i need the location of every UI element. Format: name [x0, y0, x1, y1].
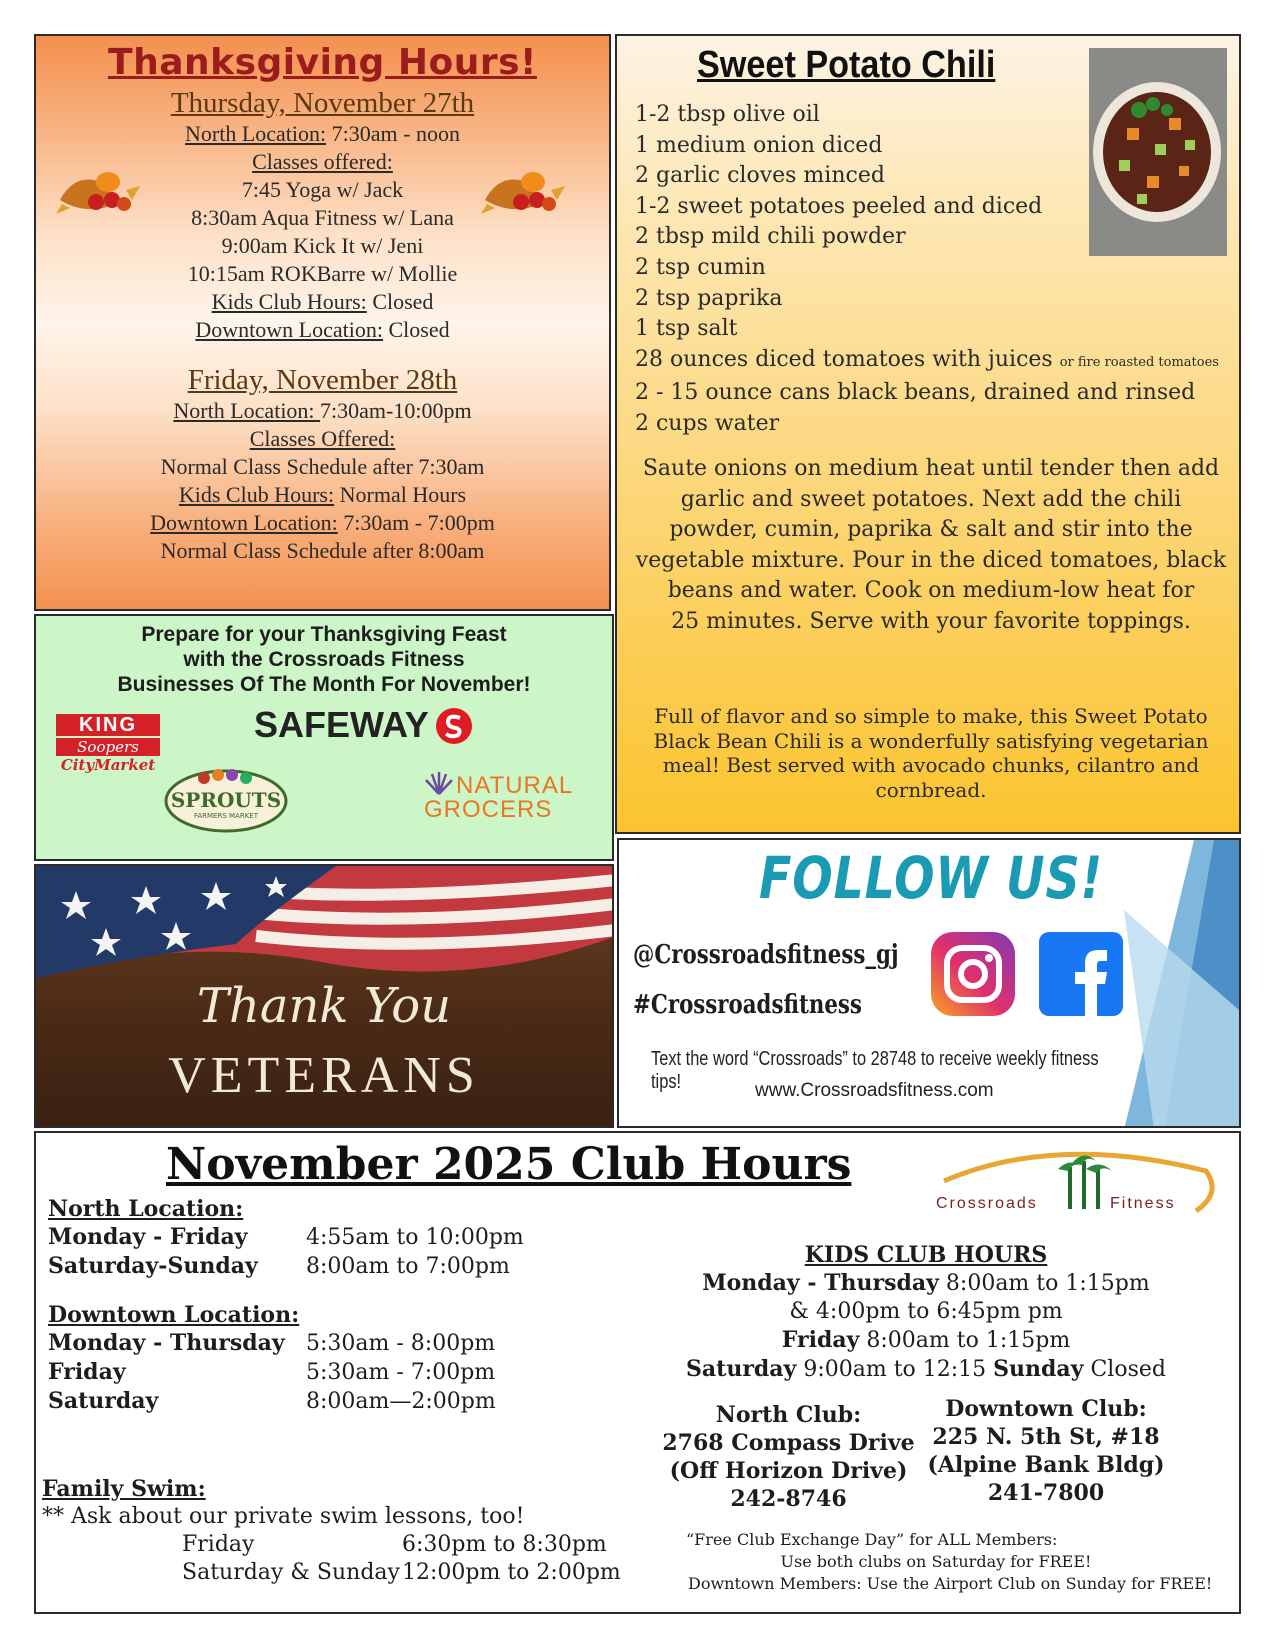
ingredient: 2 tbsp mild chili powder — [635, 224, 906, 250]
cornucopia-icon — [481, 160, 567, 220]
kids-club-hours: KIDS CLUB HOURS Monday - Thursday 8:00am to 1:15pm & 4:00pm to 6:45pm pm Friday 8:00am to 1:15pm Saturday 9:00am to 12:15 Sunday Closed — [676, 1241, 1176, 1384]
businesses-panel — [34, 614, 614, 861]
ingredient: 2 - 15 ounce cans black beans, drained and rinsed — [635, 380, 1196, 406]
friday-north: North Location: 7:30am-10:00pm — [173, 398, 472, 423]
thursday-classes-label: Classes offered: — [252, 149, 393, 174]
natural-grocers-logo: NATURAL GROCERS — [424, 772, 574, 823]
friday-downtown-note: Normal Class Schedule after 8:00am — [160, 538, 485, 563]
club-hours-title: November 2025 Club Hours — [166, 1139, 852, 1190]
thursday-kids: Kids Club Hours: Closed — [211, 289, 434, 314]
north-location-label: North Location: — [48, 1196, 244, 1222]
north-hours: North Location: Monday - Friday 4:55am to 10:00pm Saturday-Sunday 8:00am to 7:00pm — [48, 1196, 524, 1279]
hashtag[interactable]: #Crossroadsfitness — [633, 990, 862, 1020]
friday-downtown: Downtown Location: 7:30am - 7:00pm — [150, 510, 495, 535]
ingredient: 2 garlic cloves minced — [635, 163, 885, 189]
sunburst-icon — [424, 772, 454, 796]
downtown-club-address: Downtown Club: 225 N. 5th St, #18 (Alpine Bank Bldg) 241-7800 — [927, 1396, 1165, 1506]
ingredient: 2 cups water — [635, 410, 780, 436]
veterans-banner — [34, 864, 614, 1128]
cornucopia-icon — [56, 160, 142, 220]
safeway-logo: SAFEWAY — [254, 704, 484, 748]
friday-kids: Kids Club Hours: Normal Hours — [178, 482, 467, 507]
thursday-class: 8:30am Aqua Fitness w/ Lana — [191, 205, 454, 230]
recipe-note: Full of flavor and so simple to make, this Sweet Potato Black Bean Chili is a wonderfully satisfying vegetarian meal! Best served with avocado chunks, cilantro and cornbread. — [653, 704, 1209, 802]
club-exchange-note: “Free Club Exchange Day” for ALL Members: Use both clubs on Saturday for FREE! Downtown Members: Use the Airport Club on Sunday for FREE! — [686, 1530, 1213, 1593]
thursday-class: 10:15am ROKBarre w/ Mollie — [187, 261, 458, 286]
palm-tree-icon — [1058, 1155, 1112, 1209]
ingredient: 1 medium onion diced — [635, 132, 883, 158]
friday-classes: Normal Class Schedule after 7:30am — [160, 454, 485, 479]
ingredient: 1-2 sweet potatoes peeled and diced — [635, 193, 1043, 219]
king-soopers-logo: KING Soopers CityMarket — [56, 714, 160, 778]
north-club-address: North Club: 2768 Compass Drive (Off Horizon Drive) 242-8746 — [662, 1402, 915, 1512]
american-flag-image — [36, 866, 614, 986]
safeway-s-icon — [434, 706, 474, 746]
thursday-north: North Location: 7:30am - noon — [185, 121, 460, 146]
thursday-heading: Thursday, November 27th — [170, 87, 475, 119]
kids-club-label: KIDS CLUB HOURS — [804, 1242, 1048, 1268]
businesses-heading: Prepare for your Thanksgiving Feast with the Crossroads Fitness Businesses Of The Month For November! — [117, 623, 531, 696]
follow-us-heading: FOLLOW US! — [759, 844, 1104, 912]
instagram-icon[interactable] — [929, 930, 1017, 1018]
veterans-text: VETERANS — [168, 1047, 480, 1104]
thursday-class: 9:00am Kick It w/ Jeni — [221, 233, 424, 258]
decorative-shapes — [1124, 840, 1239, 1128]
ingredient: 2 tsp paprika — [635, 285, 783, 311]
ingredient: 2 tsp cumin — [635, 254, 766, 280]
friday-classes-label: Classes Offered: — [249, 426, 396, 451]
downtown-location-label: Downtown Location: — [48, 1302, 300, 1328]
ingredient: 1 tsp salt — [635, 316, 738, 342]
recipe-instructions: Saute onions on medium heat until tender then add garlic and sweet potatoes. Next add the chili powder, cumin, paprika & salt and stir into the vegetable mixture. Pour in the diced tomatoes, black beans and water. Cook on medium-low heat for 25 minutes. Serve with your favorite toppings. — [635, 456, 1227, 634]
friday-heading: Friday, November 28th — [187, 364, 458, 396]
thursday-downtown: Downtown Location: Closed — [195, 317, 450, 342]
ingredients-list — [635, 100, 1219, 440]
thursday-class: 7:45 Yoga w/ Jack — [241, 177, 404, 202]
follow-us-panel — [617, 838, 1241, 1128]
crossroads-fitness-logo: Crossroads Fitness — [936, 1141, 1226, 1221]
thanksgiving-hours-panel — [34, 34, 611, 611]
club-hours-panel — [34, 1131, 1241, 1614]
text-tip: Text the word “Crossroads” to 28748 to receive weekly fitness tips! — [651, 1048, 1099, 1093]
family-swim: Family Swim: ** Ask about our private swim lessons, too! Friday 6:30pm to 8:30pm Saturday & Sunday12:00pm to 2:00pm — [42, 1476, 621, 1585]
recipe-title: Sweet Potato Chili — [697, 44, 996, 86]
downtown-hours: Downtown Location: Monday - Thursday 5:30am - 8:00pm Friday 5:30am - 7:00pm Saturday 8:00am—2:00pm — [48, 1302, 496, 1414]
facebook-icon[interactable] — [1037, 930, 1125, 1018]
thanksgiving-title: Thanksgiving Hours! — [108, 42, 537, 83]
sprouts-logo: SPROUTS FARMERS MARKET — [164, 764, 288, 834]
website-link[interactable]: www.Crossroadsfitness.com — [755, 1080, 994, 1101]
family-swim-label: Family Swim: — [42, 1476, 206, 1502]
ingredient: 28 ounces diced tomatoes with juices or fire roasted tomatoes — [635, 346, 1219, 372]
recipe-panel — [615, 34, 1241, 834]
swim-lessons-note: ** Ask about our private swim lessons, too! — [42, 1504, 525, 1529]
thank-you-text: Thank You — [196, 978, 452, 1034]
instagram-handle[interactable]: @Crossroadsfitness_gj — [633, 940, 899, 970]
ingredient: 1-2 tbsp olive oil — [635, 102, 820, 127]
